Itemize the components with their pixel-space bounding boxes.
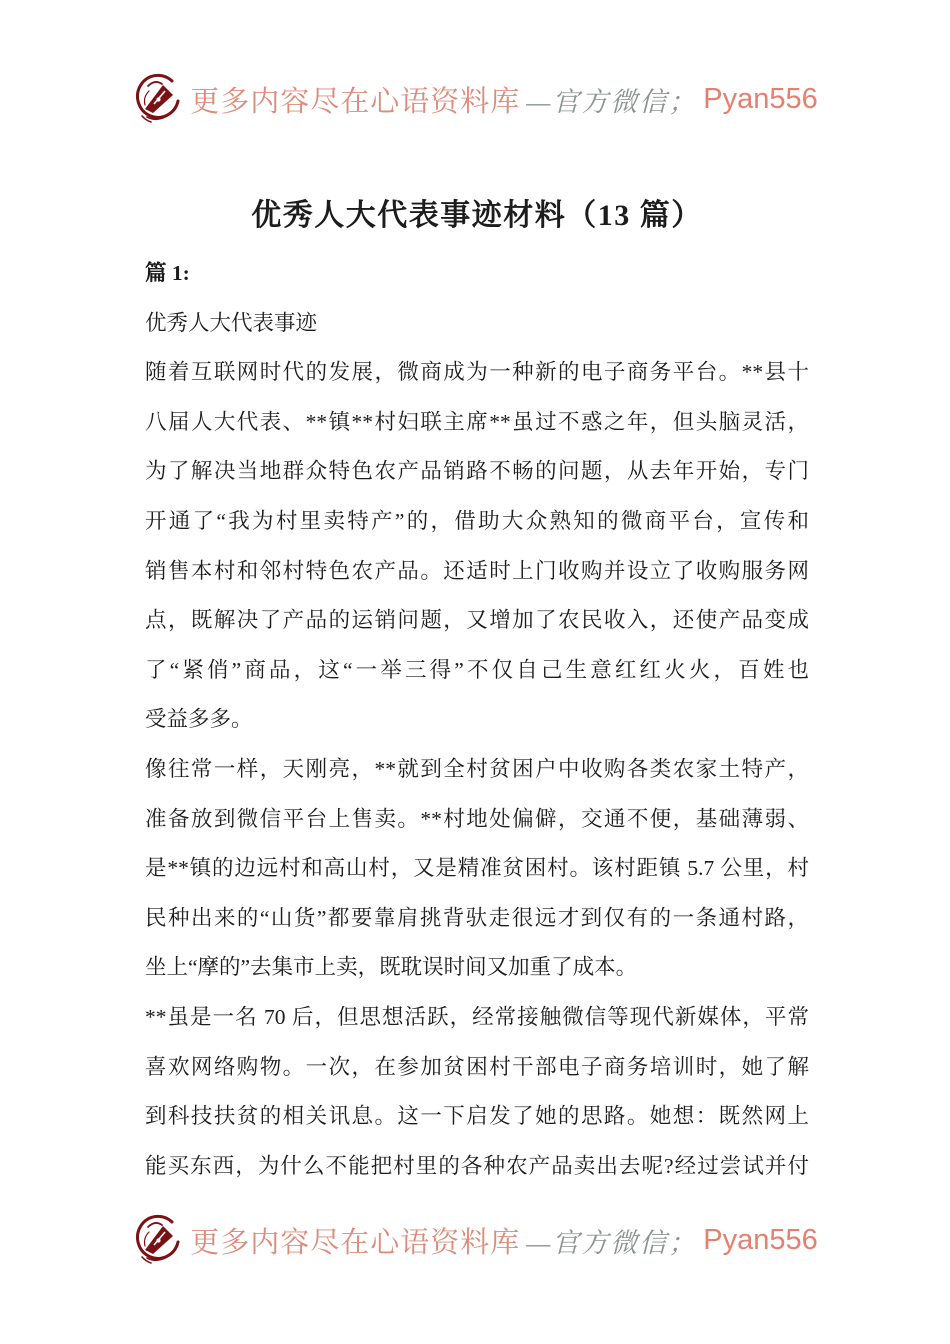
section-subtitle: 优秀人大代表事迹 xyxy=(145,310,318,335)
footer-watermark xyxy=(0,1213,950,1267)
watermark-wechat-label: —官方微信； xyxy=(526,1227,698,1258)
document-body xyxy=(145,348,809,1191)
document-title: 优秀人大代表事迹材料（13 篇） xyxy=(251,199,703,232)
text-line: 开通了“我为村里卖特产”的，借助大众熟知的微商平台，宣传和 xyxy=(145,508,809,533)
text-line: 准备放到微信平台上售卖。**村地处偏僻，交通不便，基础薄弱、 xyxy=(145,806,809,831)
text-line: 随着互联网时代的发展，微商成为一种新的电子商务平台。**县十 xyxy=(145,360,809,385)
text-line: 能买东西，为什么不能把村里的各种农产品卖出去呢?经过尝试并付 xyxy=(145,1153,809,1178)
text-line: 像往常一样，天刚亮，**就到全村贫困户中收购各类农家土特产， xyxy=(145,756,809,781)
watermark-brand-text: 更多内容尽在心语资料库 xyxy=(190,85,521,118)
text-line: 喜欢网络购物。一次，在参加贫困村干部电子商务培训时，她了解 xyxy=(145,1054,809,1079)
text-line: 销售本村和邻村特色农产品。还适时上门收购并设立了收购服务网 xyxy=(145,558,809,583)
text-line: 点，既解决了产品的运销问题，又增加了农民收入，还使产品变成 xyxy=(145,608,809,633)
text-line: 受益多多。 xyxy=(145,707,253,732)
watermark-brand-text: 更多内容尽在心语资料库 xyxy=(190,1226,521,1259)
text-line: **虽是一名 70 后，但思想活跃，经常接触微信等现代新媒体，平常 xyxy=(145,1004,809,1029)
watermark-wechat-label: —官方微信； xyxy=(526,86,698,117)
document-content xyxy=(145,249,809,1191)
text-line: 民种出来的“山货”都要靠肩挑背驮走很远才到仅有的一条通村路， xyxy=(145,905,809,930)
watermark-wechat-id: Pyan556 xyxy=(703,1223,818,1256)
text-line: 到科技扶贫的相关讯息。这一下启发了她的思路。她想：既然网上 xyxy=(145,1104,809,1129)
header-watermark xyxy=(0,72,950,126)
pen-logo-icon xyxy=(132,72,182,126)
text-line: 八届人大代表、**镇**村妇联主席**虽过不惑之年，但头脑灵活， xyxy=(145,409,809,434)
text-line: 是**镇的边远村和高山村，又是精准贫困村。该村距镇 5.7 公里，村 xyxy=(145,856,809,881)
text-line: 坐上“摩的”去集市上卖，既耽误时间又加重了成本。 xyxy=(145,955,638,980)
text-line: 了“紧俏”商品，这“一举三得”不仅自己生意红红火火，百姓也 xyxy=(145,657,809,682)
pen-logo-icon xyxy=(132,1213,182,1267)
watermark-wechat-id: Pyan556 xyxy=(703,82,818,115)
section-label: 篇 1: xyxy=(145,261,190,285)
text-line: 为了解决当地群众特色农产品销路不畅的问题，从去年开始，专门 xyxy=(145,459,809,484)
